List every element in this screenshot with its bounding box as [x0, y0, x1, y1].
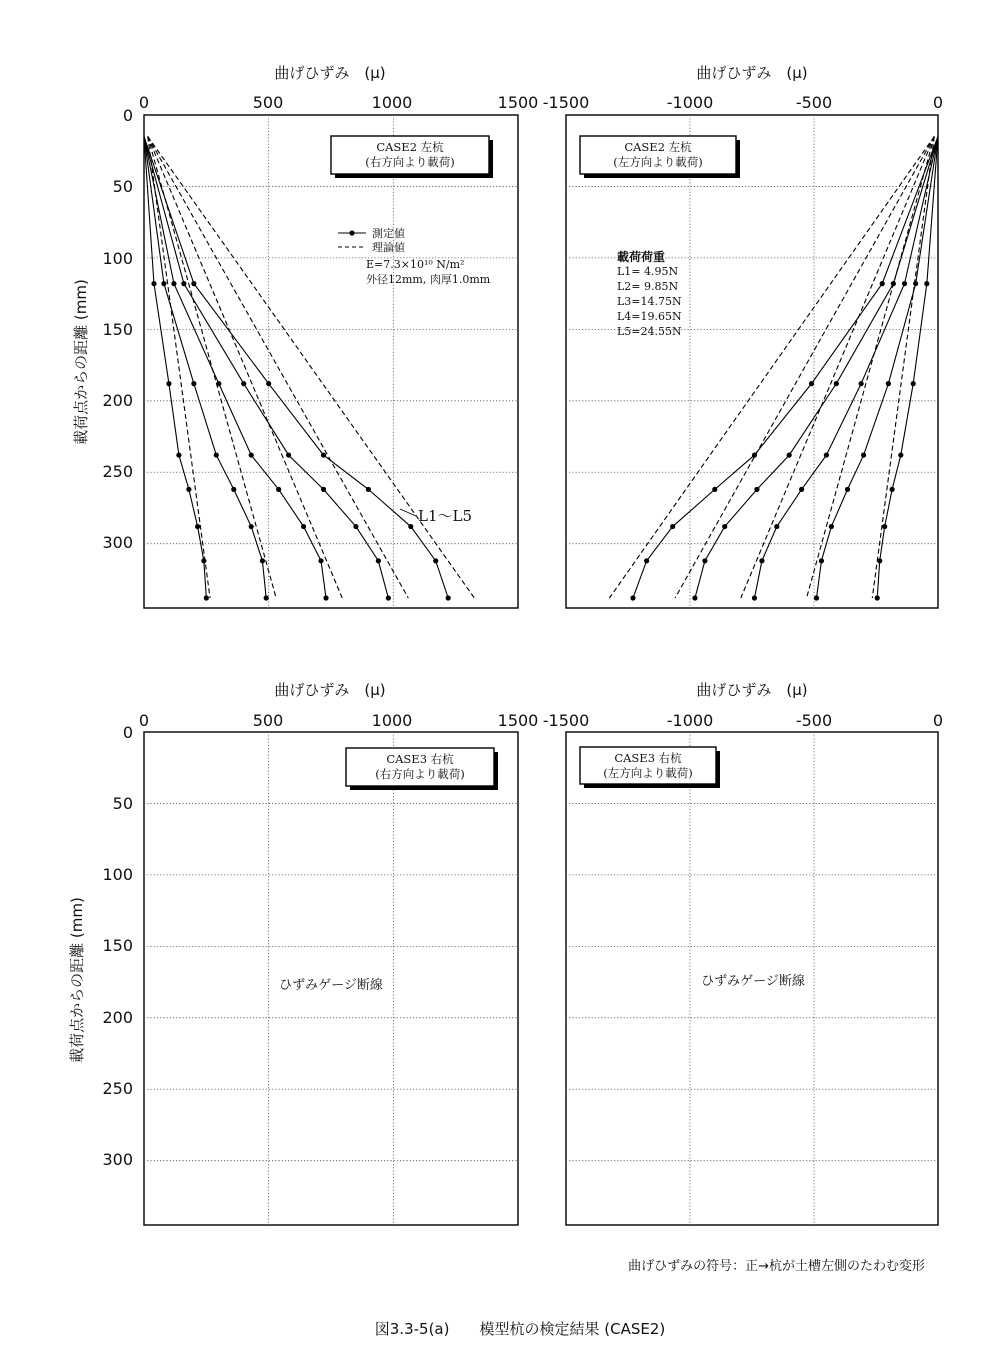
measured-point-L1 [195, 524, 200, 529]
y-tick-label: 0 [122, 106, 133, 125]
measured-point-L3 [824, 452, 829, 457]
measured-point-L2 [913, 281, 918, 286]
case-label-line1: CASE3 右杭 [386, 752, 454, 766]
measured-point-L1 [204, 595, 209, 600]
y-tick-label: 0 [122, 723, 133, 742]
measured-point-L3 [859, 381, 864, 386]
measured-point-L2 [829, 524, 834, 529]
series-group [144, 136, 474, 600]
x-tick-label: -1500 [542, 93, 590, 112]
measured-point-L1 [201, 558, 206, 563]
legend-theory-label: 理論値 [372, 241, 405, 254]
x-tick-label: -500 [795, 93, 833, 112]
legend-measured-marker [349, 230, 354, 235]
case-label-box [346, 748, 498, 790]
measured-point-L2 [264, 595, 269, 600]
case-label-line2: (左方向より載荷) [603, 766, 693, 780]
series-group [609, 136, 938, 600]
measured-point-L3 [249, 452, 254, 457]
case-label-line2: (右方向より載荷) [375, 767, 465, 781]
figure-caption: 図3.3-5(a) 模型杭の検定結果 (CASE2) [374, 1320, 666, 1338]
measured-line-L4 [695, 136, 938, 598]
curve-range-annotation: L1～L5 [418, 507, 473, 525]
x-tick-label: 500 [252, 711, 284, 730]
measured-point-L3 [301, 524, 306, 529]
measured-point-L5 [712, 487, 717, 492]
x-tick-label: 0 [138, 711, 150, 730]
theory-line-L4 [675, 136, 934, 598]
y-tick-label: 200 [102, 1008, 133, 1027]
case-label-line2: (右方向より載荷) [365, 155, 455, 169]
measured-point-L5 [446, 595, 451, 600]
x-tick-label: 0 [138, 93, 150, 112]
measured-point-L3 [799, 487, 804, 492]
measured-line-L2 [816, 136, 938, 598]
measured-point-L3 [276, 487, 281, 492]
measured-point-L5 [644, 558, 649, 563]
measured-point-L2 [214, 452, 219, 457]
case-label-line1: CASE3 右杭 [614, 751, 682, 765]
load-item: L5=24.55N [617, 325, 682, 338]
measured-point-L1 [898, 452, 903, 457]
x-tick-label: 1500 [497, 93, 539, 112]
measured-line-L3 [144, 136, 326, 598]
load-item: L1= 4.95N [617, 265, 679, 278]
x-tick-label: -1000 [666, 711, 714, 730]
load-list [617, 249, 682, 338]
x-tick-label: -500 [795, 711, 833, 730]
measured-point-L4 [286, 452, 291, 457]
measured-point-L3 [902, 281, 907, 286]
strain-sign-note: 曲げひずみの符号：正→杭が土槽左側のたわむ変形 [628, 1259, 925, 1274]
measured-point-L1 [882, 524, 887, 529]
measured-line-L4 [144, 136, 388, 598]
measured-point-L5 [321, 452, 326, 457]
x-axis-title: 曲げひずみ (μ) [696, 681, 808, 699]
y-tick-label: 200 [102, 391, 133, 410]
measured-point-L4 [722, 524, 727, 529]
plot-frame [144, 115, 518, 608]
measured-point-L4 [891, 281, 896, 286]
case-label-box [580, 747, 720, 788]
measured-point-L1 [176, 452, 181, 457]
measured-point-L4 [754, 487, 759, 492]
measured-point-L2 [260, 558, 265, 563]
case-label-box [331, 136, 493, 178]
grid [566, 115, 938, 608]
load-list-title: 載荷荷重 [617, 250, 666, 264]
y-tick-label: 300 [102, 533, 133, 552]
measured-point-L5 [880, 281, 885, 286]
measured-point-L5 [670, 524, 675, 529]
measured-point-L2 [845, 487, 850, 492]
legend-params-1: E=7.3×10¹⁰ N/m² [366, 258, 465, 271]
measured-point-L3 [774, 524, 779, 529]
measured-point-L1 [151, 281, 156, 286]
measured-point-L5 [809, 381, 814, 386]
measured-point-L5 [408, 524, 413, 529]
y-tick-label: 250 [102, 1079, 133, 1098]
measured-point-L5 [433, 558, 438, 563]
y-tick-label: 300 [102, 1150, 133, 1169]
measured-point-L5 [366, 487, 371, 492]
measured-point-L3 [759, 558, 764, 563]
measured-point-L4 [834, 381, 839, 386]
measured-point-L1 [166, 381, 171, 386]
legend-measured-label: 測定値 [372, 227, 405, 240]
measured-point-L4 [376, 558, 381, 563]
x-tick-label: 0 [932, 93, 944, 112]
measured-point-L2 [886, 381, 891, 386]
theory-line-L4 [148, 136, 409, 598]
x-tick-label: 1000 [371, 93, 413, 112]
case-label-box [580, 136, 740, 178]
measured-point-L4 [702, 558, 707, 563]
measured-point-L1 [911, 381, 916, 386]
x-tick-label: 0 [932, 711, 944, 730]
x-axis-title: 曲げひずみ (μ) [274, 681, 386, 699]
load-item: L2= 9.85N [617, 280, 679, 293]
measured-line-L5 [633, 136, 938, 598]
x-tick-label: 1000 [371, 711, 413, 730]
grid [144, 115, 518, 608]
measured-point-L3 [171, 281, 176, 286]
measured-point-L4 [787, 452, 792, 457]
x-tick-label: 500 [252, 93, 284, 112]
measured-point-L2 [231, 487, 236, 492]
measured-point-L1 [875, 595, 880, 600]
y-tick-label: 100 [102, 865, 133, 884]
measured-point-L5 [752, 452, 757, 457]
theory-line-L3 [741, 136, 934, 598]
theory-line-L1 [148, 136, 210, 598]
load-item: L4=19.65N [617, 310, 682, 323]
measured-point-L2 [819, 558, 824, 563]
case-label-line2: (左方向より載荷) [613, 155, 703, 169]
measured-point-L3 [323, 595, 328, 600]
measured-point-L3 [318, 558, 323, 563]
x-tick-label: -1500 [542, 711, 590, 730]
measured-point-L4 [241, 381, 246, 386]
legend [338, 226, 491, 286]
y-tick-label: 250 [102, 462, 133, 481]
chart-bottom-left [68, 681, 538, 1225]
measured-point-L1 [924, 281, 929, 286]
theory-line-L1 [872, 136, 934, 598]
measured-line-L5 [144, 136, 448, 598]
gauge-broken-message: ひずみゲージ断線 [701, 974, 805, 989]
chart-top-right [543, 64, 943, 608]
theory-line-L3 [148, 136, 342, 598]
x-axis-title: 曲げひずみ (μ) [274, 64, 386, 82]
measured-point-L2 [191, 381, 196, 386]
y-tick-label: 100 [102, 249, 133, 268]
plot-frame [566, 115, 938, 608]
measured-point-L2 [249, 524, 254, 529]
measured-point-L4 [181, 281, 186, 286]
chart-bottom-right [543, 681, 943, 1225]
y-tick-label: 150 [102, 320, 133, 339]
measured-line-L1 [877, 136, 938, 598]
measured-point-L2 [861, 452, 866, 457]
y-tick-label: 50 [112, 794, 133, 813]
measured-point-L5 [266, 381, 271, 386]
x-axis-title: 曲げひずみ (μ) [696, 64, 808, 82]
gauge-broken-message: ひずみゲージ断線 [279, 978, 383, 993]
measured-point-L4 [692, 595, 697, 600]
measured-point-L4 [386, 595, 391, 600]
measured-point-L3 [752, 595, 757, 600]
case-label-line1: CASE2 左杭 [624, 140, 692, 154]
measured-point-L1 [890, 487, 895, 492]
x-tick-label: -1000 [666, 93, 714, 112]
y-tick-label: 50 [112, 177, 133, 196]
measured-point-L4 [353, 524, 358, 529]
y-axis-title: 載荷点からの距離 (mm) [72, 279, 90, 445]
measured-point-L5 [630, 595, 635, 600]
y-tick-label: 150 [102, 936, 133, 955]
measured-point-L2 [814, 595, 819, 600]
measured-point-L3 [216, 381, 221, 386]
measured-point-L4 [321, 487, 326, 492]
chart-top-left [72, 64, 538, 608]
case-label-line1: CASE2 左杭 [376, 140, 444, 154]
legend-params-2: 外径12mm, 肉厚1.0mm [366, 273, 491, 286]
measured-point-L2 [161, 281, 166, 286]
load-item: L3=14.75N [617, 295, 682, 308]
measured-point-L5 [191, 281, 196, 286]
x-tick-label: 1500 [497, 711, 539, 730]
measured-point-L1 [186, 487, 191, 492]
y-axis-title: 載荷点からの距離 (mm) [68, 897, 86, 1063]
measured-point-L1 [877, 558, 882, 563]
